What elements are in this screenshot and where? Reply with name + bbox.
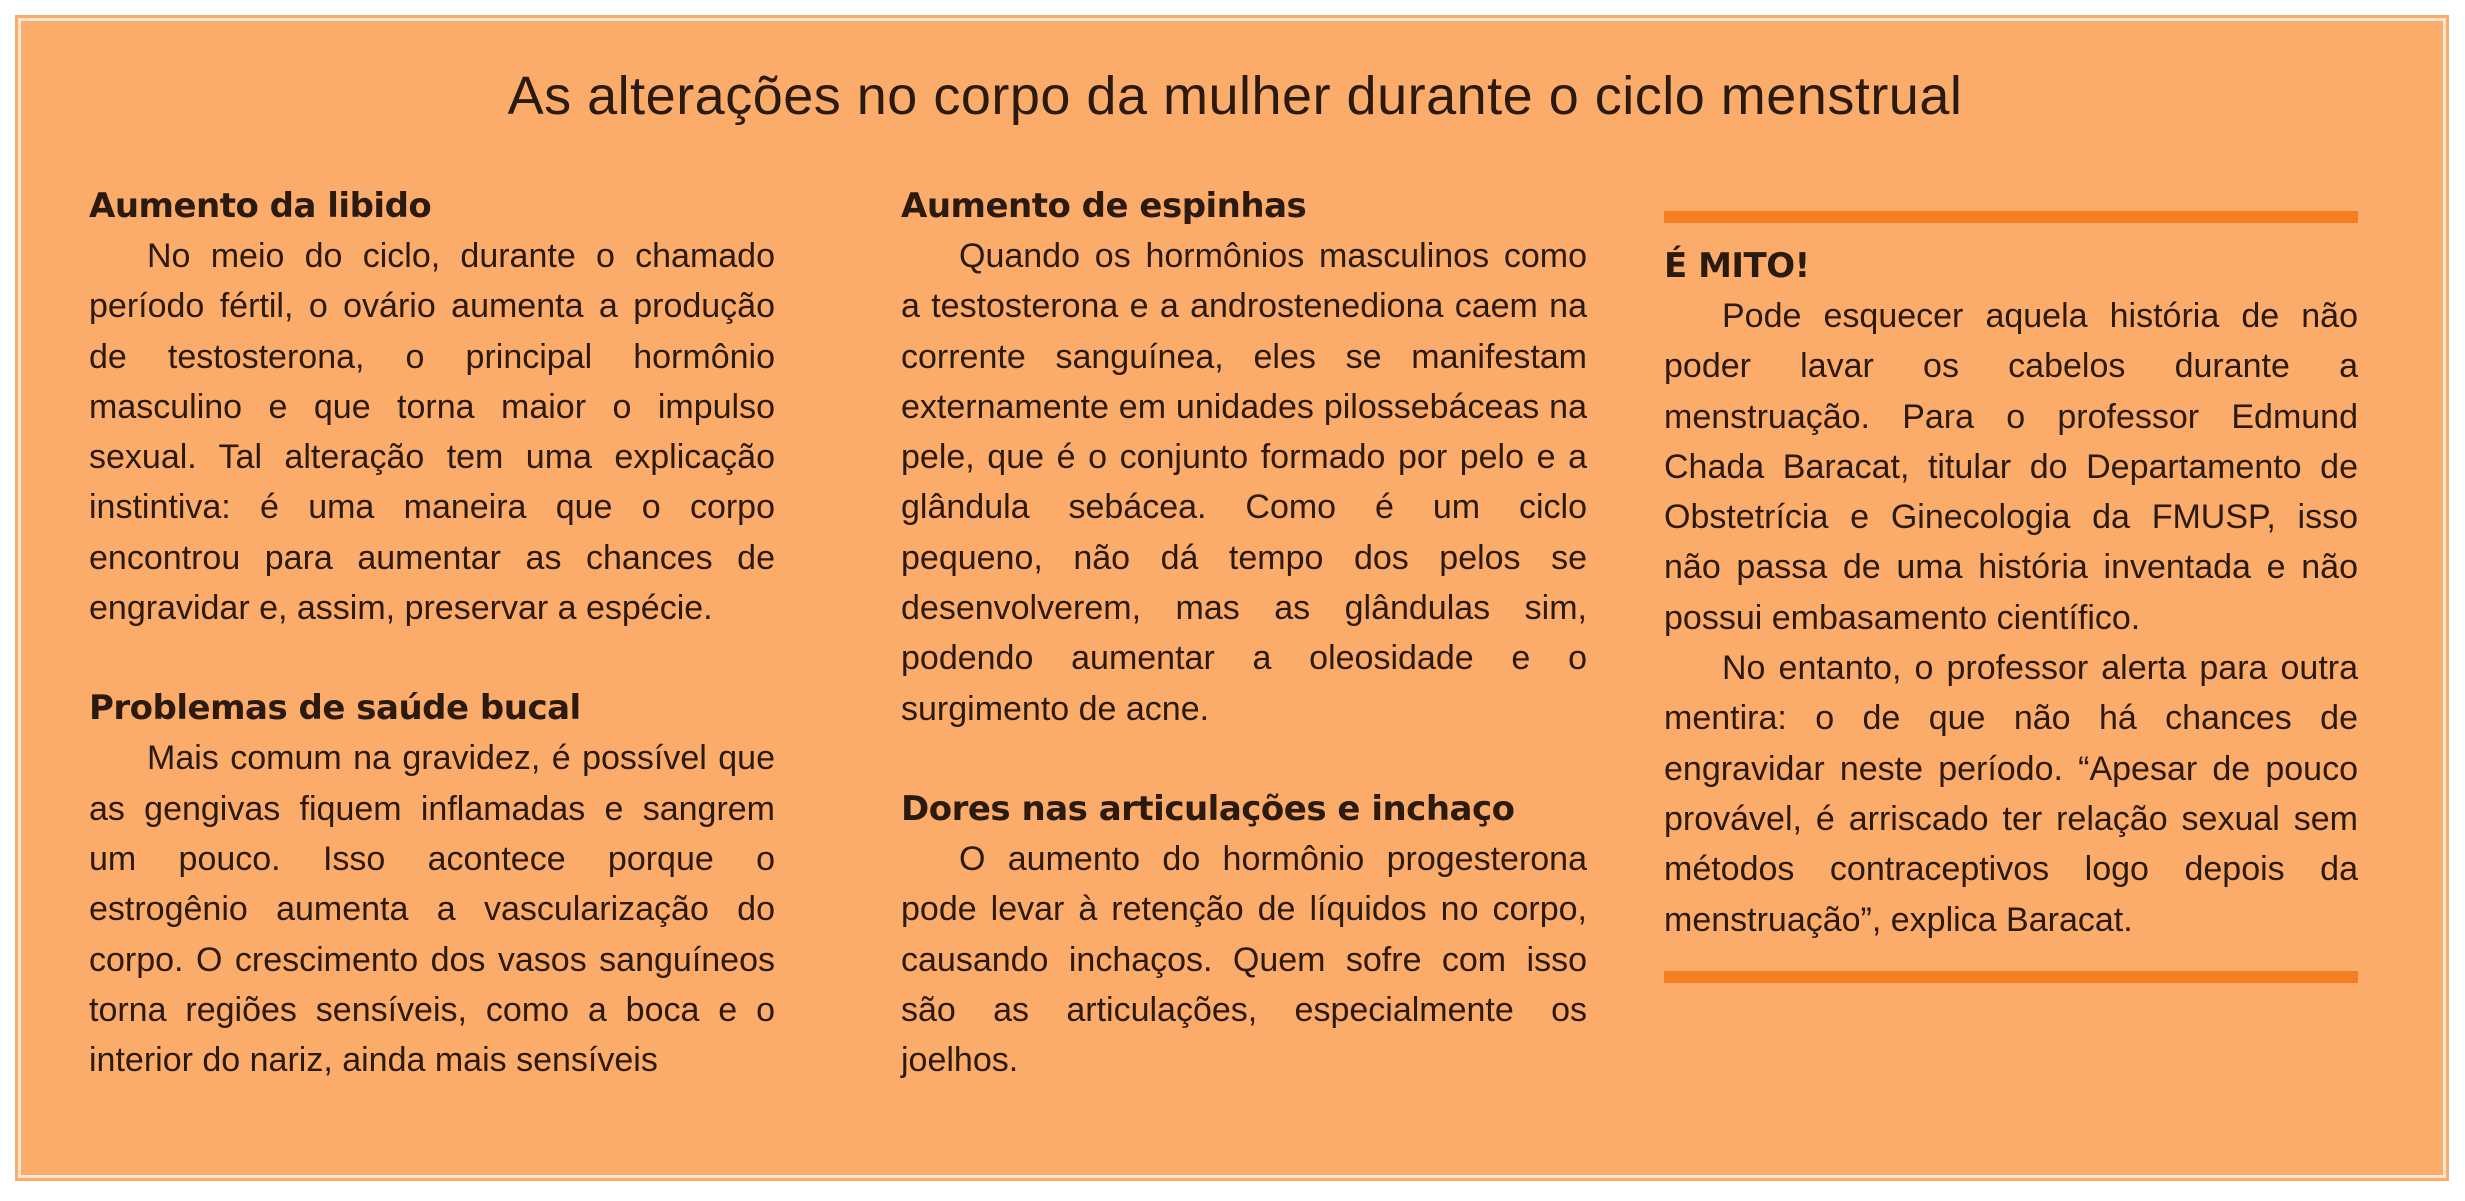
section-acne bbox=[901, 181, 1587, 734]
section-heading: Problemas de saúde bucal bbox=[89, 688, 581, 729]
section-paragraph: Quando os hormônios masculinos como a testosterona e a androstenediona caem na corrente sanguínea, eles se manifestam externamente em unidades pilossebáceas na pele, que é o conjunto formado por pelo e a glândula sebácea. Como é um ciclo pequeno, não dá tempo dos pelos se desenvolverem, mas as glândulas sim, podendo aumentar a oleosidade e o surgimento de acne. bbox=[901, 237, 1587, 728]
section-libido bbox=[89, 181, 775, 633]
myth-paragraph: Pode esquecer aquela história de não poder lavar os cabelos durante a menstruação. Para o professor Edmund Chada Baracat, titular do Departamento de Obstetrícia e Ginecologia da FMUSP, isso não passa de uma história inventada e não possui embasamento científico. bbox=[1664, 297, 2358, 637]
column-right-myth bbox=[1664, 181, 2358, 983]
divider-bottom bbox=[1664, 971, 2358, 983]
section-heading: Dores nas articulações e inchaço bbox=[901, 788, 1515, 829]
myth-heading: É MITO! bbox=[1664, 246, 1810, 286]
column-middle bbox=[901, 181, 1587, 1135]
divider-top bbox=[1664, 211, 2358, 223]
section-heading: Aumento da libido bbox=[89, 186, 432, 226]
section-oral-health bbox=[89, 683, 775, 1085]
myth-paragraph: No entanto, o professor alerta para outra mentira: o de que não há chances de engravidar neste período. “Apesar de pouco provável, é arriscado ter relação sexual sem métodos contraceptivos logo depois da menstruação”, explica Baracat. bbox=[1664, 649, 2358, 939]
section-paragraph: O aumento do hormônio progesterona pode levar à retenção de líquidos no corpo, causando inchaços. Quem sofre com isso são as articulações, especialmente os joelhos. bbox=[901, 839, 1587, 1080]
info-box bbox=[18, 18, 2446, 1178]
section-paragraph: Mais comum na gravidez, é possível que as gengivas fiquem inflamadas e sangrem um pouco. Isso acontece porque o estrogênio aumenta a vascularização do corpo. O crescimento dos vasos sanguíneos torna regiões sensíveis, como a boca e o interior do nariz, ainda mais sensíveis bbox=[89, 739, 775, 1080]
section-heading: Aumento de espinhas bbox=[901, 186, 1307, 226]
column-left bbox=[89, 181, 775, 1135]
section-paragraph: No meio do ciclo, durante o chamado período fértil, o ovário aumenta a produção de testosterona, o principal hormônio masculino e que torna maior o impulso sexual. Tal alteração tem uma explicação instintiva: é uma maneira que o corpo encontrou para aumentar as chances de engravidar e, assim, preservar a espécie. bbox=[89, 237, 775, 628]
page-title: As alterações no corpo da mulher durante o ciclo menstrual bbox=[507, 66, 1963, 126]
section-joint-pain bbox=[901, 784, 1587, 1085]
